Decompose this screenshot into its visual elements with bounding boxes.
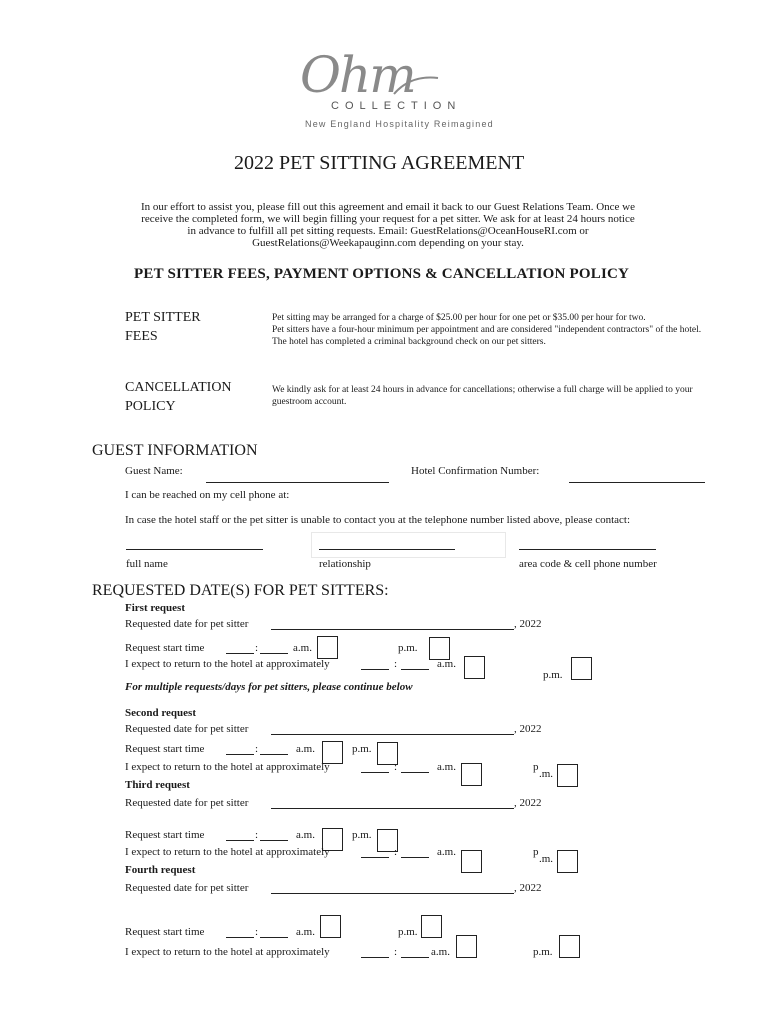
- confirmation-field[interactable]: [569, 482, 705, 483]
- first-return-colon: :: [394, 658, 398, 670]
- fourth-start-minute-field[interactable]: [260, 937, 288, 938]
- first-start-am-label: a.m.: [293, 642, 312, 654]
- third-return-am-label: a.m.: [437, 846, 456, 858]
- fourth-request-heading: Fourth request: [125, 864, 196, 876]
- fees-text: [272, 312, 712, 348]
- third-return-pm-m: .m.: [539, 853, 554, 865]
- second-return-pm-m: .m.: [539, 768, 554, 780]
- fees-text-line2: Pet sitters have a four-hour minimum per appointment and are considered "independent contractors" of the hotel.: [272, 325, 702, 335]
- cancellation-label: [125, 378, 232, 416]
- third-return-hour-field[interactable]: [361, 857, 389, 858]
- fourth-start-pm-checkbox[interactable]: [421, 915, 442, 938]
- first-start-pm-checkbox[interactable]: [429, 637, 450, 660]
- fourth-return-label: I expect to return to the hotel at approximately: [125, 946, 330, 958]
- first-start-am-checkbox[interactable]: [317, 636, 338, 659]
- fourth-date-year: , 2022: [514, 882, 542, 894]
- fourth-return-am-label: a.m.: [431, 946, 450, 958]
- second-request-heading: Second request: [125, 707, 196, 719]
- first-return-minute-field[interactable]: [401, 669, 429, 670]
- second-start-minute-field[interactable]: [260, 754, 288, 755]
- fourth-date-label: Requested date for pet sitter: [125, 882, 249, 894]
- first-date-field[interactable]: [271, 629, 514, 630]
- fees-label: [125, 308, 201, 346]
- first-return-am-label: a.m.: [437, 658, 456, 670]
- page-title: 2022 PET SITTING AGREEMENT: [234, 152, 525, 174]
- first-return-label: I expect to return to the hotel at approximately: [125, 658, 330, 670]
- third-return-pm-checkbox[interactable]: [557, 850, 578, 873]
- second-return-minute-field[interactable]: [401, 772, 429, 773]
- cancellation-text: We kindly ask for at least 24 hours in advance for cancellations; otherwise a full charge will be applied to your guestroom account.: [272, 385, 693, 407]
- second-date-label: Requested date for pet sitter: [125, 723, 249, 735]
- first-start-minute-field[interactable]: [260, 653, 288, 654]
- first-date-label: Requested date for pet sitter: [125, 618, 249, 630]
- second-return-label: I expect to return to the hotel at approximately: [125, 761, 330, 773]
- first-return-pm-checkbox[interactable]: [571, 657, 592, 680]
- full-name-caption: full name: [126, 558, 168, 570]
- third-date-label: Requested date for pet sitter: [125, 797, 249, 809]
- first-return-am-checkbox[interactable]: [464, 656, 485, 679]
- logo-swash-icon: [392, 70, 442, 100]
- first-start-hour-field[interactable]: [226, 653, 254, 654]
- fourth-start-colon: :: [255, 926, 259, 938]
- relationship-input-box[interactable]: [311, 532, 506, 558]
- third-start-minute-field[interactable]: [260, 840, 288, 841]
- second-return-am-checkbox[interactable]: [461, 763, 482, 786]
- contact-relationship-field[interactable]: [319, 549, 455, 550]
- guest-name-field[interactable]: [206, 482, 389, 483]
- fourth-start-am-checkbox[interactable]: [320, 915, 341, 938]
- fourth-return-minute-field[interactable]: [401, 957, 429, 958]
- logo-collection: COLLECTION: [331, 100, 462, 112]
- third-date-field[interactable]: [271, 808, 514, 809]
- second-start-label: Request start time: [125, 743, 205, 755]
- third-return-colon: :: [394, 846, 398, 858]
- fourth-return-am-checkbox[interactable]: [456, 935, 477, 958]
- relationship-caption: relationship: [319, 558, 371, 570]
- third-start-colon: :: [255, 829, 259, 841]
- second-start-colon: :: [255, 743, 259, 755]
- fourth-start-hour-field[interactable]: [226, 937, 254, 938]
- third-return-am-checkbox[interactable]: [461, 850, 482, 873]
- second-date-year: , 2022: [514, 723, 542, 735]
- first-return-pm-label: p.m.: [543, 669, 563, 681]
- fees-text-line3: The hotel has completed a criminal background check on our pet sitters.: [272, 337, 546, 347]
- logo-script: Ohm: [300, 46, 415, 104]
- fourth-date-field[interactable]: [271, 893, 514, 894]
- intro-paragraph: In our effort to assist you, please fill out this agreement and email it back to our Guest Relations Team. Once we receive the completed form, we will begin filling your request for a pet sitter. We ask for at least 24 hours notice in advance to fulfill all pet sitting requests. Email: GuestRelations@OceanHouseRI.com or GuestRelations@Weekapauginn.com depending on your stay.: [140, 201, 635, 249]
- fees-text-line1: Pet sitting may be arranged for a charge of $25.00 per hour for one pet or $35.00 per hour for two.: [272, 313, 646, 323]
- contact-full-name-field[interactable]: [126, 549, 263, 550]
- third-return-label: I expect to return to the hotel at approximately: [125, 846, 330, 858]
- contact-label: In case the hotel staff or the pet sitter is unable to contact you at the telephone number listed above, please contact:: [125, 514, 631, 526]
- fees-label-line2: FEES: [125, 329, 158, 344]
- fourth-start-label: Request start time: [125, 926, 205, 938]
- fourth-return-pm-label: p.m.: [533, 946, 553, 958]
- first-start-colon: :: [255, 642, 259, 654]
- fourth-start-am-label: a.m.: [296, 926, 315, 938]
- confirmation-label: Hotel Confirmation Number:: [411, 465, 540, 477]
- third-request-heading: Third request: [125, 779, 190, 791]
- first-request-heading: First request: [125, 602, 185, 614]
- cell-label: I can be reached on my cell phone at:: [125, 489, 290, 501]
- fourth-start-pm-label: p.m.: [398, 926, 418, 938]
- second-start-pm-label: p.m.: [352, 743, 372, 755]
- contact-phone-field[interactable]: [519, 549, 656, 550]
- guest-info-heading: GUEST INFORMATION: [92, 442, 258, 459]
- second-date-field[interactable]: [271, 734, 514, 735]
- second-return-pm-checkbox[interactable]: [557, 764, 578, 787]
- first-date-year: , 2022: [514, 618, 542, 630]
- fourth-return-colon: :: [394, 946, 398, 958]
- logo-tagline: New England Hospitality Reimagined: [305, 119, 494, 129]
- fourth-return-pm-checkbox[interactable]: [559, 935, 580, 958]
- third-return-pm-p: p: [533, 846, 539, 858]
- second-start-hour-field[interactable]: [226, 754, 254, 755]
- third-start-hour-field[interactable]: [226, 840, 254, 841]
- first-return-hour-field[interactable]: [361, 669, 389, 670]
- first-start-pm-label: p.m.: [398, 642, 418, 654]
- third-start-label: Request start time: [125, 829, 205, 841]
- second-return-colon: :: [394, 761, 398, 773]
- second-return-pm-p: p: [533, 761, 539, 773]
- first-start-label: Request start time: [125, 642, 205, 654]
- third-start-pm-label: p.m.: [352, 829, 372, 841]
- third-return-minute-field[interactable]: [401, 857, 429, 858]
- fees-label-line1: PET SITTER: [125, 310, 201, 325]
- guest-name-label: Guest Name:: [125, 465, 183, 477]
- second-return-am-label: a.m.: [437, 761, 456, 773]
- second-return-hour-field[interactable]: [361, 772, 389, 773]
- fourth-return-hour-field[interactable]: [361, 957, 389, 958]
- third-date-year: , 2022: [514, 797, 542, 809]
- phone-caption: area code & cell phone number: [519, 558, 657, 570]
- cancellation-label-line1: CANCELLATION: [125, 380, 232, 395]
- requested-dates-heading: REQUESTED DATE(S) FOR PET SITTERS:: [92, 582, 389, 599]
- multiple-requests-note: For multiple requests/days for pet sitters, please continue below: [125, 681, 413, 693]
- cancellation-label-line2: POLICY: [125, 399, 176, 414]
- third-start-am-label: a.m.: [296, 829, 315, 841]
- second-start-am-label: a.m.: [296, 743, 315, 755]
- policy-heading: PET SITTER FEES, PAYMENT OPTIONS & CANCELLATION POLICY: [134, 266, 630, 282]
